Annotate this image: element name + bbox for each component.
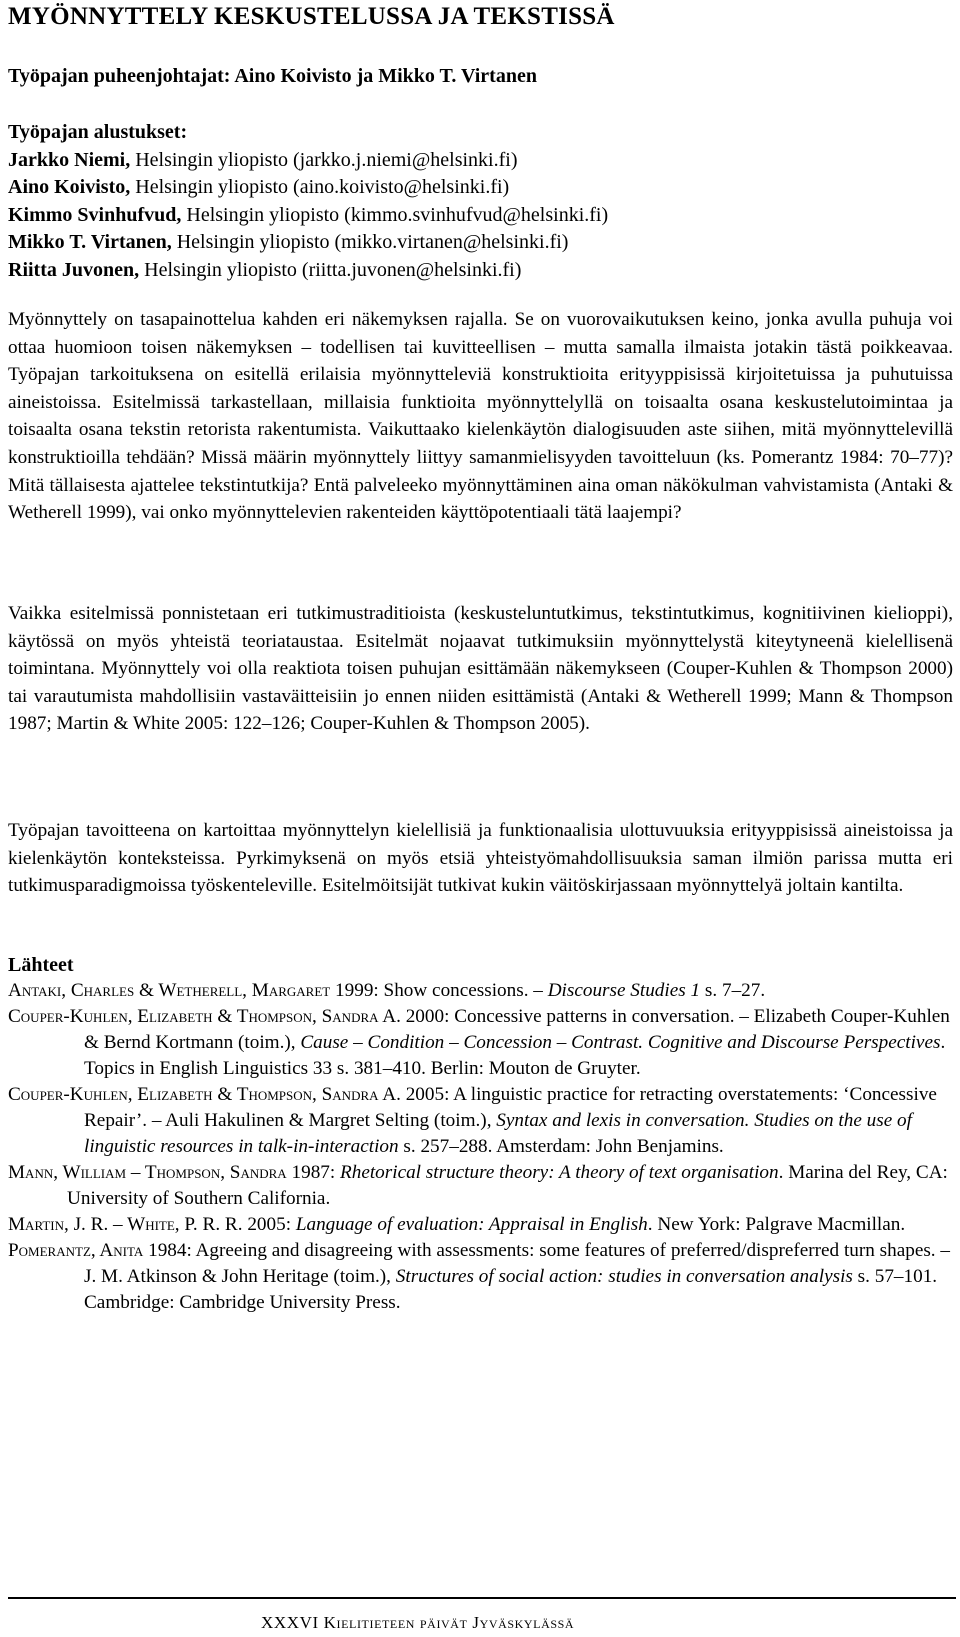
reference-item <box>8 1238 958 1316</box>
body-paragraph: Myönnyttely on tasapainottelua kahden eri näkemyksen rajalla. Se on vuorovaikutuksen keino, jonka avulla puhuja voi ottaa huomioon toisen näkemyksen – todellisen tai kuvitteellisen – mutta samalla ilmaista jotakin tästä poikkeavaa. Työpajan tarkoituksena on esitellä erilaisia myönnytteleviä konstruktioita erityyppisissä kirjoitetuissa ja puhutuissa aineistoissa. Esitelmissä tarkastellaan, millaisia funktioita myönnyttelyllä on toisaalta osana keskustelutoimintaa ja toisaalta osana tekstin retorista rakentumista. Vaikuttaako kielenkäytön dialogisuuden aste siihen, mitä myönnyttelevillä konstruktioilla tehdään? Missä määrin myönnyttely liittyy samanmielisyyden tavoitteluun (ks. Pomerantz 1984: 70–77)? Mitä tällaisesta ajattelee tekstintutkija? Entä palveleeko myönnyttäminen aina oman näkökulman vahvistamista (Antaki & Wetherell 1999), vai onko myönnyttelevien rakenteiden käyttöpotentiaali tätä laajempi? <box>8 309 953 524</box>
reference-item <box>8 1004 958 1082</box>
reference-details: s. 257–288. Amsterdam: John Benjamins. <box>398 1136 724 1157</box>
speaker-affiliation: Helsingin yliopisto (kimmo.svinhufvud@helsinki.fi) <box>181 203 609 226</box>
reference-item <box>8 978 958 1004</box>
speaker-name: Riitta Juvonen, <box>8 258 140 281</box>
reference-authors: Pomerantz, Anita <box>8 1240 144 1261</box>
reference-details: . Marina del Rey, CA: University of Southern California. <box>67 1162 948 1209</box>
reference-text: 2005: <box>242 1214 296 1235</box>
body-paragraph: Työpajan tavoitteena on kartoittaa myönnyttelyn kielellisiä ja funktionaalisia ulottuvuuksia erityyppisissä aineistoissa ja kielenkäytön konteksteissa. Pyrkimyksenä on myös etsiä yhteistyömahdollisuuksia saman ilmiön parissa mutta eri tutkimusparadigmoissa työskenteleville. Esitelmöitsijät tutkivat kukin väitöskirjassaan myönnyttelyä joltain kantilta. <box>8 820 953 897</box>
reference-details: s. 7–27. <box>700 980 766 1001</box>
reference-title: Structures of social action: studies in conversation analysis <box>395 1266 853 1287</box>
speaker-item <box>8 174 953 202</box>
reference-list <box>8 978 958 1316</box>
speaker-name: Kimmo Svinhufvud, <box>8 203 182 226</box>
reference-authors: Couper-Kuhlen, Elizabeth & Thompson, Sandra A. <box>8 1084 401 1105</box>
reference-authors: Antaki, Charles & Wetherell, Margaret <box>8 980 331 1001</box>
reference-text: 1987: <box>286 1162 341 1183</box>
reference-details: s. 57–101. Cambridge: Cambridge University Press. <box>84 1266 938 1313</box>
speaker-name: Mikko T. Virtanen, <box>8 231 172 253</box>
reference-details: . New York: Palgrave Macmillan. <box>647 1214 906 1235</box>
reference-details: . Topics in English Linguistics 33 s. 381–410. Berlin: Mouton de Gruyter. <box>84 1032 946 1079</box>
reference-title: Language of evaluation: Appraisal in English <box>295 1214 648 1235</box>
reference-title: Discourse Studies 1 <box>547 980 701 1001</box>
reference-text: 2005: A linguistic practice for retracting overstatements: ‘Concessive Repair’. – Auli Hakulinen & Margret Selting (toim.), <box>84 1084 937 1131</box>
page-title: MYÖNNYTTELY KESKUSTELUSSA JA TEKSTISSÄ <box>8 3 615 30</box>
body-paragraph: Vaikka esitelmissä ponnistetaan eri tutkimustraditioista (keskusteluntutkimus, tekstintutkimus, kognitiivinen kielioppi), käytössä on myös yhteistä teoriataustaa. Esitelmät nojaavat tutkimuksiin myönnyttelystä kiteytyneenä kielellisenä toimintana. Myönnyttely voi olla reaktiota toisen puhujan esittämään näkemykseen (Couper-Kuhlen & Thompson 2000) tai varautumista mahdollisiin vastaväitteisiin jo ennen niiden esittämistä (Antaki & Wetherell 1999; Mann & Thompson 1987; Martin & White 2005: 122–126; Couper-Kuhlen & Thompson 2005). <box>8 603 953 735</box>
reference-text: 1984: Agreeing and disagreeing with assessments: some features of preferred/dispreferred turn shapes. – J. M. Atkinson & John Heritage (toim.), <box>84 1240 950 1287</box>
reference-title: Rhetorical structure theory: A theory of text organisation <box>340 1162 779 1183</box>
page-footer: XXXVI Kielitieteen päivät Jyväskylässä <box>261 1613 575 1632</box>
reference-authors: Martin, J. R. – White, P. R. R. <box>8 1214 243 1235</box>
speakers-heading: Työpajan alustukset: <box>8 121 188 143</box>
speaker-item <box>8 229 953 257</box>
speaker-affiliation: Helsingin yliopisto (mikko.virtanen@helsinki.fi) <box>171 231 569 253</box>
speaker-affiliation: Helsingin yliopisto (jarkko.j.niemi@helsinki.fi) <box>130 148 518 171</box>
reference-authors: Couper-Kuhlen, Elizabeth & Thompson, Sandra A. <box>8 1006 401 1027</box>
speaker-item <box>8 257 953 285</box>
document-page <box>8 0 958 1637</box>
speaker-affiliation: Helsingin yliopisto (riitta.juvonen@helsinki.fi) <box>139 258 522 281</box>
footer-divider <box>8 1597 956 1599</box>
speaker-item <box>8 147 953 175</box>
reference-text: 2000: Concessive patterns in conversation. – Elizabeth Couper-Kuhlen & Bernd Kortmann (toim.), <box>84 1006 950 1053</box>
reference-text: 1999: Show concessions. – <box>330 980 548 1001</box>
workshop-chairs: Työpajan puheenjohtajat: Aino Koivisto ja Mikko T. Virtanen <box>8 65 537 87</box>
speaker-affiliation: Helsingin yliopisto (aino.koivisto@helsinki.fi) <box>130 176 510 198</box>
reference-item <box>8 1082 958 1160</box>
speaker-item <box>8 202 953 230</box>
speaker-list <box>8 119 953 284</box>
reference-item <box>8 1212 958 1238</box>
speaker-name: Jarkko Niemi, <box>8 148 131 171</box>
reference-title: Cause – Condition – Concession – Contrast. Cognitive and Discourse Perspectives <box>300 1032 941 1053</box>
speaker-name: Aino Koivisto, <box>8 176 131 198</box>
reference-title: Syntax and lexis in conversation. Studies on the use of linguistic resources in talk-in-interaction <box>84 1110 912 1157</box>
reference-authors: Mann, William – Thompson, Sandra <box>8 1162 287 1183</box>
reference-item <box>8 1160 958 1212</box>
references-heading: Lähteet <box>8 954 74 976</box>
